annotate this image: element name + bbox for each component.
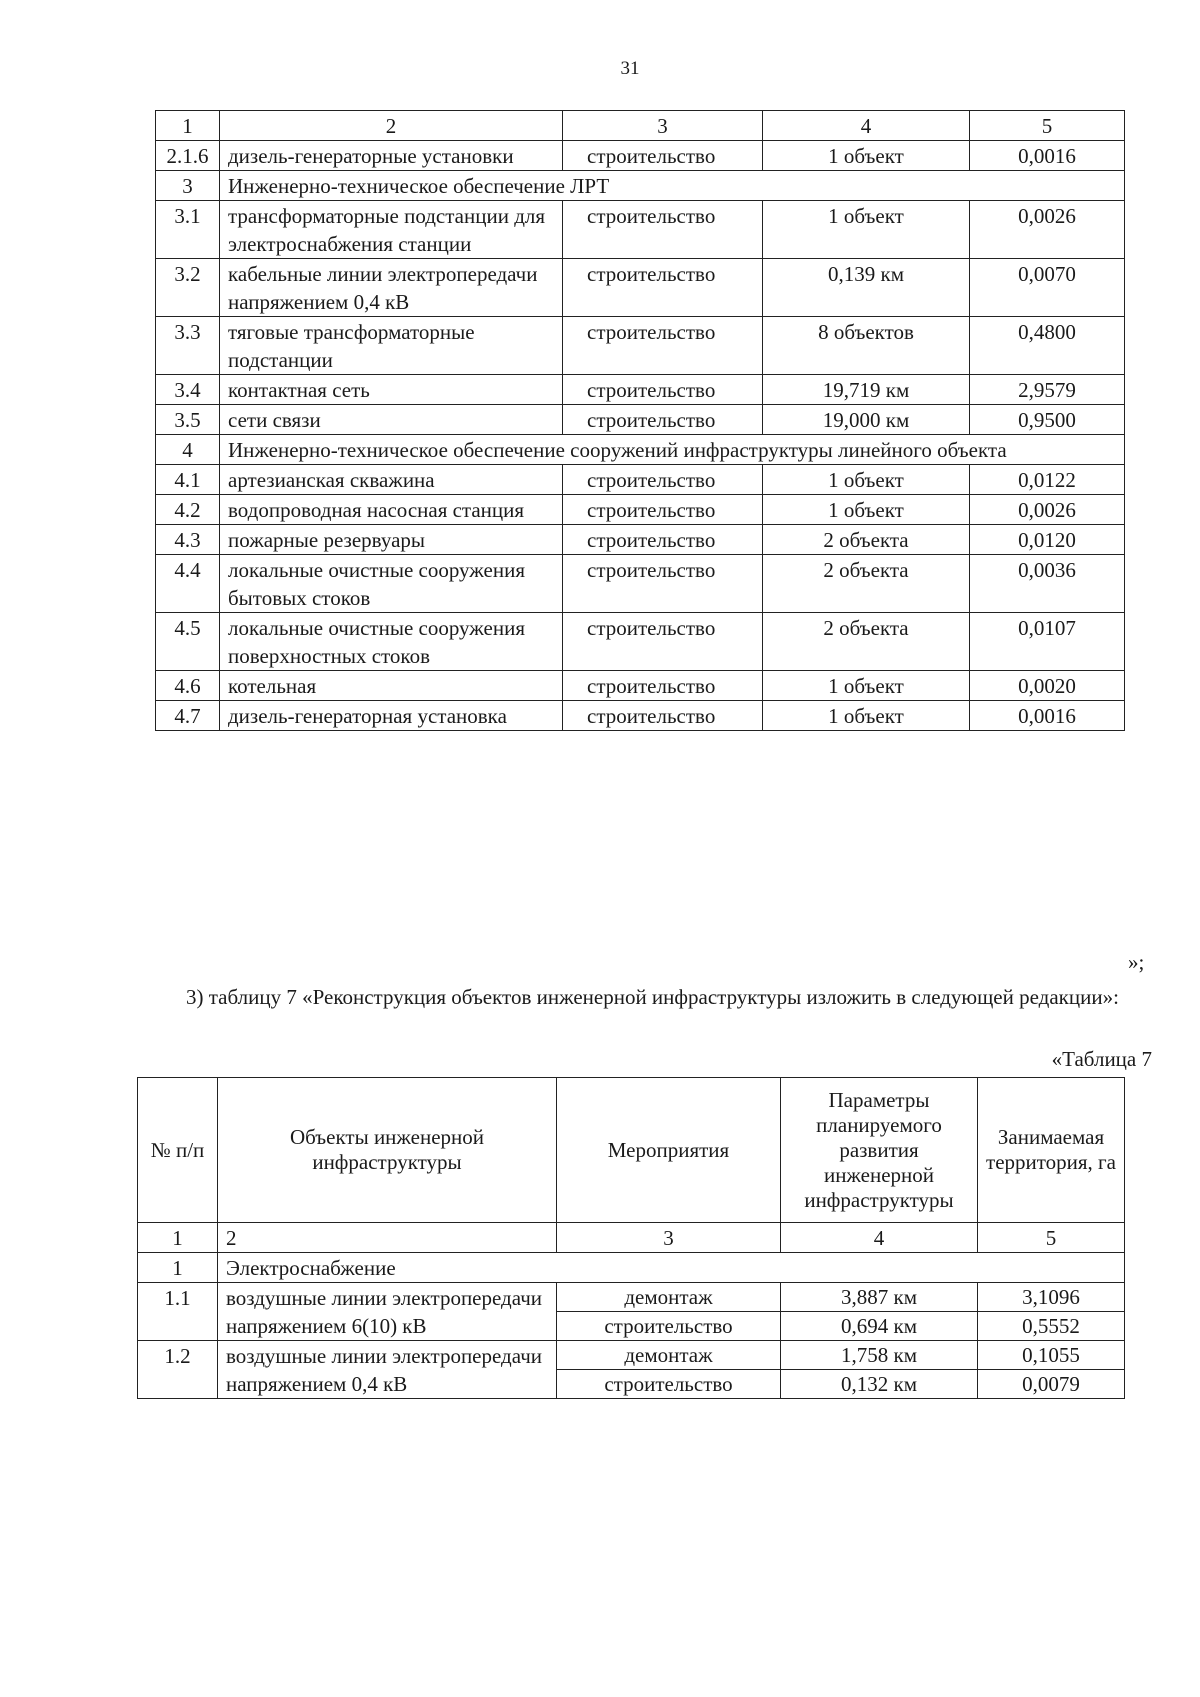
area-cell [978, 1283, 1125, 1341]
column-number: 3 [563, 111, 763, 141]
object-name: сети связи [220, 405, 563, 435]
section-number: 1 [138, 1253, 218, 1283]
parameter: 1 объект [763, 201, 970, 259]
area: 0,0016 [970, 141, 1125, 171]
object-name: артезианская скважина [220, 465, 563, 495]
object-name: локальные очистные сооружения бытовых стоков [220, 555, 563, 613]
area-cell [978, 1341, 1125, 1399]
header-area: Занимаемая территория, га [978, 1078, 1125, 1223]
area: 3,1096 [1022, 1285, 1080, 1309]
item-number: 1.1 [138, 1283, 218, 1341]
table-header-row [138, 1078, 1125, 1223]
item-number: 3.3 [156, 317, 220, 375]
parameter: 0,139 км [763, 259, 970, 317]
column-number: 3 [557, 1223, 781, 1253]
table-row [156, 317, 1125, 375]
measure: демонтаж [624, 1285, 713, 1309]
table-row [138, 1341, 1125, 1399]
area: 0,0026 [970, 495, 1125, 525]
parameter: 2 объекта [763, 525, 970, 555]
object-name: кабельные линии электропередачи напряжением 0,4 кВ [220, 259, 563, 317]
section-title: Инженерно-техническое обеспечение ЛРТ [220, 171, 1125, 201]
item-number: 4.2 [156, 495, 220, 525]
column-number: 4 [763, 111, 970, 141]
table-row [138, 1283, 1125, 1341]
item-number: 4.6 [156, 671, 220, 701]
object-name: дизель-генераторные установки [220, 141, 563, 171]
column-number: 4 [781, 1223, 978, 1253]
header-measures: Мероприятия [557, 1078, 781, 1223]
section-number: 4 [156, 435, 220, 465]
object-name: тяговые трансформаторные подстанции [220, 317, 563, 375]
item-number: 3.4 [156, 375, 220, 405]
column-number: 5 [970, 111, 1125, 141]
table-row [156, 613, 1125, 671]
item-number: 3.5 [156, 405, 220, 435]
item-number: 4.5 [156, 613, 220, 671]
measure: строительство [563, 525, 763, 555]
header-objects: Объекты инженерной инфраструктуры [218, 1078, 557, 1223]
item-number: 4.3 [156, 525, 220, 555]
column-number: 2 [220, 111, 563, 141]
measure: строительство [563, 555, 763, 613]
measure: строительство [563, 465, 763, 495]
parameter: 0,694 км [781, 1311, 977, 1340]
reconstruction-table [137, 1077, 1125, 1399]
area: 0,0036 [970, 555, 1125, 613]
parameter: 19,000 км [763, 405, 970, 435]
measure: строительство [563, 405, 763, 435]
section-number: 3 [156, 171, 220, 201]
amendment-paragraph: 3) таблицу 7 «Реконструкция объектов инженерной инфраструктуры изложить в следующей редакции»: [186, 985, 1119, 1009]
measure: строительство [563, 671, 763, 701]
area: 0,0120 [970, 525, 1125, 555]
area: 0,9500 [970, 405, 1125, 435]
section-title: Инженерно-техническое обеспечение сооружений инфраструктуры линейного объекта [220, 435, 1125, 465]
parameter: 2 объекта [763, 555, 970, 613]
table-row [156, 141, 1125, 171]
measure: строительство [563, 259, 763, 317]
measure: демонтаж [624, 1343, 713, 1367]
page-number: 31 [620, 58, 640, 79]
column-number: 2 [218, 1223, 557, 1253]
section-title: Электроснабжение [218, 1253, 1125, 1283]
parameter: 2 объекта [763, 613, 970, 671]
object-name: трансформаторные подстанции для электроснабжения станции [220, 201, 563, 259]
table-column-numbers-row [156, 111, 1125, 141]
table-row [156, 555, 1125, 613]
object-name: воздушные линии электропередачи напряжением 6(10) кВ [218, 1283, 557, 1341]
area: 0,0107 [970, 613, 1125, 671]
table-row [156, 259, 1125, 317]
area: 0,0026 [970, 201, 1125, 259]
object-name: пожарные резервуары [220, 525, 563, 555]
table-row [156, 495, 1125, 525]
item-number: 1.2 [138, 1341, 218, 1399]
item-number: 4.4 [156, 555, 220, 613]
table-row [156, 465, 1125, 495]
header-num: № п/п [138, 1078, 218, 1223]
parameter: 3,887 км [841, 1285, 917, 1309]
item-number: 3.1 [156, 201, 220, 259]
measure: строительство [563, 141, 763, 171]
parameter-cell [781, 1283, 978, 1341]
object-name: котельная [220, 671, 563, 701]
table-column-numbers-row [138, 1223, 1125, 1253]
area: 0,1055 [1022, 1343, 1080, 1367]
parameter: 19,719 км [763, 375, 970, 405]
column-number: 1 [156, 111, 220, 141]
area: 2,9579 [970, 375, 1125, 405]
table-row [156, 671, 1125, 701]
area: 0,0016 [970, 701, 1125, 731]
area: 0,0122 [970, 465, 1125, 495]
parameter: 8 объектов [763, 317, 970, 375]
parameter: 0,132 км [781, 1369, 977, 1398]
parameter: 1 объект [763, 701, 970, 731]
table-caption: «Таблица 7 [1051, 1047, 1152, 1071]
closing-quote: »; [1128, 950, 1145, 974]
measure: строительство [557, 1311, 780, 1340]
parameter: 1,758 км [841, 1343, 917, 1367]
area: 0,4800 [970, 317, 1125, 375]
parameter: 1 объект [763, 671, 970, 701]
column-number: 5 [978, 1223, 1125, 1253]
object-name: воздушные линии электропередачи напряжением 0,4 кВ [218, 1341, 557, 1399]
parameter: 1 объект [763, 141, 970, 171]
section-row [156, 171, 1125, 201]
table-row [156, 405, 1125, 435]
measure: строительство [563, 495, 763, 525]
area: 0,5552 [978, 1311, 1124, 1340]
object-name: локальные очистные сооружения поверхностных стоков [220, 613, 563, 671]
measure: строительство [563, 613, 763, 671]
item-number: 2.1.6 [156, 141, 220, 171]
table-row [156, 701, 1125, 731]
table-body [156, 111, 1125, 731]
object-name: водопроводная насосная станция [220, 495, 563, 525]
table-body [138, 1078, 1125, 1399]
measure: строительство [563, 375, 763, 405]
column-number: 1 [138, 1223, 218, 1253]
measure-cell [557, 1341, 781, 1399]
object-name: дизель-генераторная установка [220, 701, 563, 731]
area: 0,0070 [970, 259, 1125, 317]
area: 0,0020 [970, 671, 1125, 701]
measure: строительство [563, 201, 763, 259]
measure: строительство [557, 1369, 780, 1398]
item-number: 3.2 [156, 259, 220, 317]
object-name: контактная сеть [220, 375, 563, 405]
table-row [156, 525, 1125, 555]
parameter: 1 объект [763, 465, 970, 495]
item-number: 4.1 [156, 465, 220, 495]
area: 0,0079 [978, 1369, 1124, 1398]
infrastructure-table-continued [155, 110, 1125, 731]
measure: строительство [563, 701, 763, 731]
section-row [138, 1253, 1125, 1283]
table-row [156, 375, 1125, 405]
parameter-cell [781, 1341, 978, 1399]
measure-cell [557, 1283, 781, 1341]
measure: строительство [563, 317, 763, 375]
section-row [156, 435, 1125, 465]
header-params: Параметры планируемого развития инженерной инфраструктуры [781, 1078, 978, 1223]
item-number: 4.7 [156, 701, 220, 731]
table-row [156, 201, 1125, 259]
parameter: 1 объект [763, 495, 970, 525]
